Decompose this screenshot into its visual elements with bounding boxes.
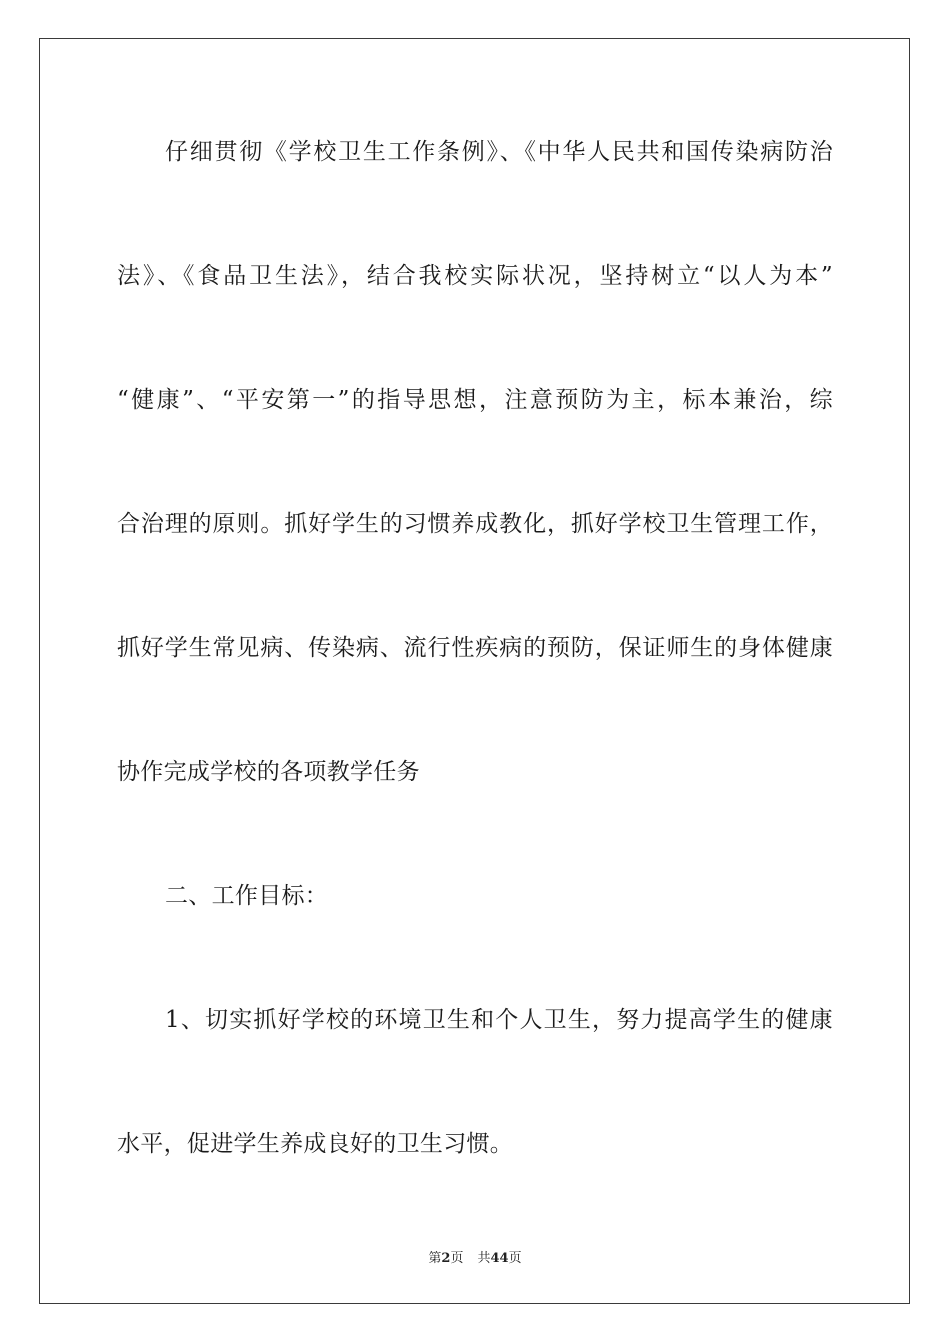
page-footer	[0, 1247, 950, 1266]
paragraph-line-2: 法》、《食品卫生法》，结合我校实际状况，坚持树立“以人为本”	[117, 263, 833, 289]
page-prefix: 第	[428, 1251, 442, 1266]
page-suffix: 页	[450, 1251, 464, 1266]
paragraph-line-1: 仔细贯彻《学校卫生工作条例》、《中华人民共和国传染病防治	[165, 139, 833, 165]
goal-line-1: 1、切实抓好学校的环境卫生和个人卫生，努力提高学生的健康	[165, 1007, 833, 1033]
page-border	[39, 38, 910, 1304]
paragraph-line-5: 抓好学生常见病、传染病、流行性疾病的预防，保证师生的身体健康	[117, 635, 833, 661]
total-prefix: 共	[477, 1251, 491, 1266]
page-number: 2	[441, 1251, 451, 1266]
paragraph-line-6: 协作完成学校的各项教学任务	[117, 759, 420, 785]
goal-line-2: 水平，促进学生养成良好的卫生习惯。	[117, 1131, 514, 1157]
paragraph-line-3: “健康”、“平安第一”的指导思想，注意预防为主，标本兼治，综	[117, 387, 833, 413]
total-pages: 44	[490, 1251, 509, 1266]
paragraph-line-4: 合治理的原则。抓好学生的习惯养成教化，抓好学校卫生管理工作，	[117, 511, 833, 537]
section-heading: 二、工作目标：	[165, 883, 329, 909]
total-suffix: 页	[508, 1251, 522, 1266]
